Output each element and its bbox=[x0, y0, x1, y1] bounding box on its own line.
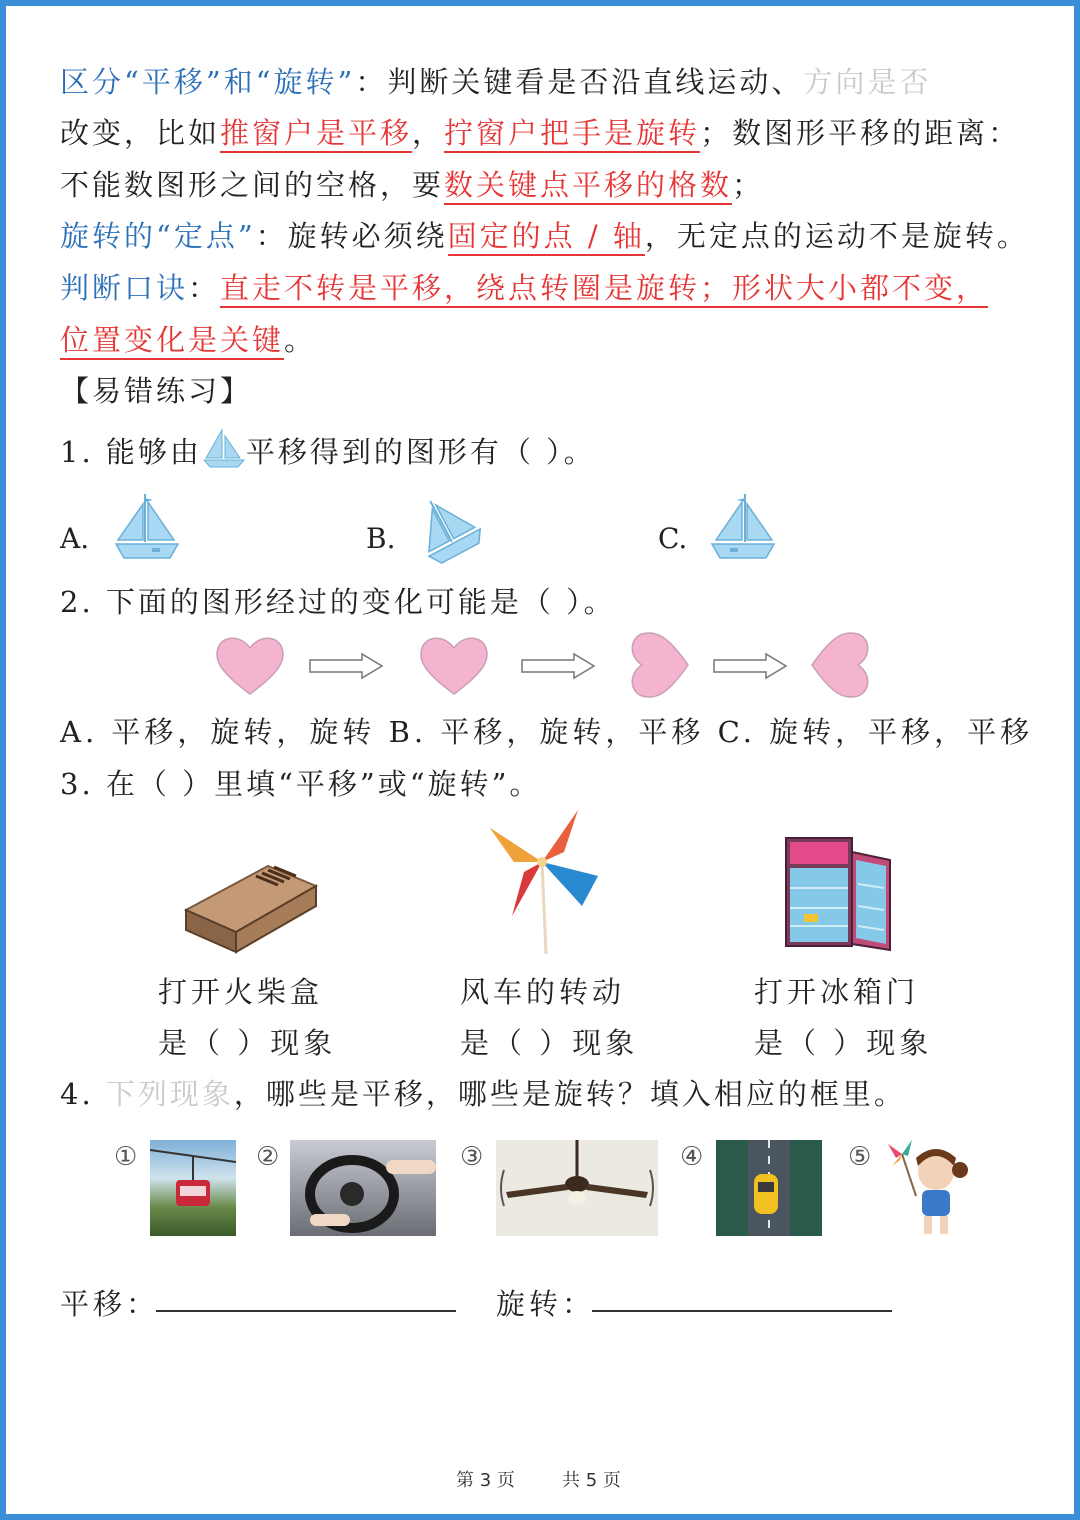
answer-translation-label: 平移： bbox=[60, 1287, 160, 1321]
q3-label-fridge: 打开冰箱门 bbox=[754, 975, 920, 1009]
heart-4-rotated-icon bbox=[810, 628, 880, 702]
answer-rotation-blank[interactable] bbox=[592, 1310, 892, 1312]
note-highlight: 推窗户是平移 bbox=[220, 116, 412, 153]
arrow-2-icon bbox=[520, 652, 596, 680]
heart-3-rotated-icon bbox=[620, 628, 690, 702]
q4-text: ，哪些是平移，哪些是旋转？填入相应的框里。 bbox=[233, 1077, 906, 1111]
note-line-6 bbox=[60, 318, 316, 359]
note-text: ：判断关键看是否沿直线运动、 bbox=[355, 65, 804, 99]
steering-wheel-photo bbox=[290, 1140, 436, 1236]
q1-text: 1. 能够由 bbox=[60, 435, 202, 469]
arrow-3-icon bbox=[712, 652, 788, 680]
q2-options[interactable]: A. 平移，旋转，旋转 B. 平移，旋转，平移 C. 旋转，平移，平移 bbox=[60, 715, 1034, 749]
note-text: 。 bbox=[284, 323, 317, 357]
note-text: ： bbox=[188, 271, 221, 305]
note-line-2 bbox=[60, 111, 1020, 152]
sailboat-a-icon bbox=[112, 492, 182, 564]
q3-blank-matchbox[interactable]: 是（ ）现象 bbox=[158, 1026, 337, 1060]
heart-2-icon bbox=[414, 632, 494, 698]
section-title: 【易错练习】 bbox=[60, 374, 253, 408]
question-3: 3. 在（ ）里填“平移”或“旋转”。 bbox=[60, 767, 542, 801]
answer-translation-blank[interactable] bbox=[156, 1310, 456, 1312]
pinwheel-icon bbox=[484, 806, 604, 956]
watermark-text: 方向是否 bbox=[803, 65, 932, 99]
q3-blank-fridge[interactable]: 是（ ）现象 bbox=[754, 1026, 933, 1060]
note-highlight: 固定的点 / 轴 bbox=[448, 219, 645, 256]
note-text: 改变，比如 bbox=[60, 116, 221, 150]
question-2: 2. 下面的图形经过的变化可能是（ ）。 bbox=[60, 585, 616, 619]
q4-num-3: ③ bbox=[460, 1142, 484, 1172]
q3-label-matchbox: 打开火柴盒 bbox=[158, 975, 324, 1009]
note-text: ； bbox=[732, 168, 765, 202]
q3-label-pinwheel: 风车的转动 bbox=[460, 975, 626, 1009]
note-line-4 bbox=[60, 214, 1029, 255]
q1-option-a[interactable]: A. bbox=[60, 522, 90, 555]
note-line-5 bbox=[60, 266, 988, 307]
heart-1-icon bbox=[210, 632, 290, 698]
note-key-rhyme: 判断口诀 bbox=[60, 271, 189, 305]
page-number: 第 3 页 bbox=[456, 1470, 515, 1491]
page-total: 共 5 页 bbox=[562, 1470, 621, 1491]
note-line-3 bbox=[60, 163, 764, 204]
question-4 bbox=[60, 1072, 906, 1113]
note-highlight: 直走不转是平移，绕点转圈是旋转；形状大小都不变， bbox=[220, 271, 988, 308]
note-highlight: 数关键点平移的格数 bbox=[444, 168, 732, 205]
q4-num-5: ⑤ bbox=[848, 1142, 872, 1172]
note-line-1 bbox=[60, 60, 931, 101]
girl-pinwheel-icon bbox=[880, 1136, 972, 1242]
matchbox-icon bbox=[182, 858, 322, 958]
q4-num-1: ① bbox=[114, 1142, 138, 1172]
q4-number: 4. bbox=[60, 1077, 106, 1111]
note-key-fixed-point: 旋转的“定点” bbox=[60, 219, 256, 253]
note-highlight: 位置变化是关键 bbox=[60, 323, 284, 360]
note-text: ：旋转必须绕 bbox=[255, 219, 448, 253]
cable-car-photo bbox=[150, 1140, 236, 1236]
note-highlight: 拧窗户把手是旋转 bbox=[444, 116, 700, 153]
note-key-distinguish: 区分“平移”和“旋转” bbox=[60, 65, 356, 99]
sailboat-c-icon bbox=[708, 492, 778, 564]
sailboat-icon bbox=[202, 428, 246, 468]
note-text: ；数图形平移的距离： bbox=[700, 116, 1021, 150]
q1-text: 平移得到的图形有（ ）。 bbox=[245, 435, 596, 469]
question-1 bbox=[60, 428, 596, 471]
note-text: 不能数图形之间的空格，要 bbox=[60, 168, 445, 202]
q4-num-2: ② bbox=[256, 1142, 280, 1172]
q1-option-c[interactable]: C. bbox=[658, 522, 688, 555]
arrow-1-icon bbox=[308, 652, 384, 680]
car-on-road-photo bbox=[716, 1140, 822, 1236]
answer-rotation-label: 旋转： bbox=[496, 1287, 596, 1321]
q1-option-b[interactable]: B. bbox=[366, 522, 396, 555]
watermark-text: 下列现象 bbox=[105, 1077, 234, 1111]
q4-num-4: ④ bbox=[680, 1142, 704, 1172]
ceiling-fan-photo bbox=[496, 1140, 658, 1236]
note-text: ， bbox=[412, 116, 445, 150]
q3-blank-pinwheel[interactable]: 是（ ）现象 bbox=[460, 1026, 639, 1060]
sailboat-b-icon bbox=[414, 492, 484, 564]
refrigerator-icon bbox=[780, 834, 895, 952]
note-text: ，无定点的运动不是旋转。 bbox=[644, 219, 1029, 253]
